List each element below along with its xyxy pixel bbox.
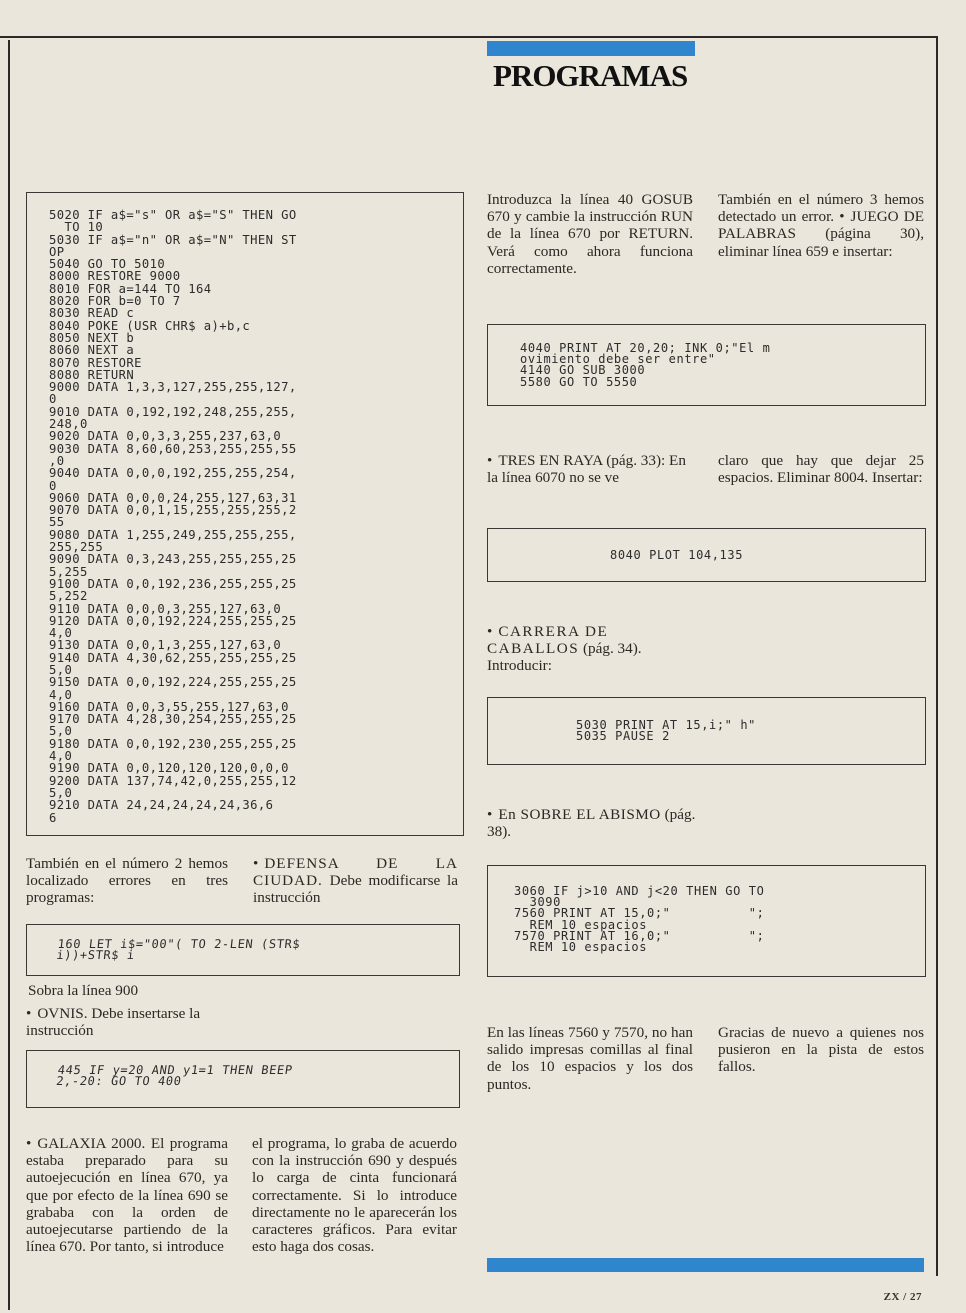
code-box-ovnis [26, 1050, 460, 1108]
galaxia-text: El programa estaba preparado para su autoejecución en línea 670, ya que por efecto de la línea 690 se grababa con la orden de autoejecutarse partiendo de la línea 670. Por tanto, si introduce [26, 1135, 228, 1256]
defensa-paragraph [253, 855, 458, 907]
juego-title: JUEGO DE PALABRAS [718, 208, 925, 243]
code-juego: 4040 PRINT AT 20,20; INK 0;"El m ovimiento debe ser entre" 4140 GO SUB 3000 5580 GO TO 5550 [520, 341, 771, 389]
sobre-text: (pág. 38). [487, 806, 696, 841]
tres-continued-text: claro que hay que dejar 25 espacios. Eliminar 8004. Insertar: [718, 452, 924, 487]
carrera-title: CARRERA DE CABALLOS [487, 623, 609, 658]
code-box-defensa [26, 924, 460, 976]
bullet-icon: • [487, 806, 493, 823]
header-accent-bar [487, 41, 695, 56]
code-tres: 8040 PLOT 104,135 [610, 548, 744, 562]
left-margin-rule [8, 40, 10, 1310]
code-box-sobre [487, 865, 926, 977]
bullet-icon: • [26, 1135, 32, 1152]
code-box-carrera [487, 697, 926, 765]
right-margin-rule [936, 36, 938, 1276]
tres-text: (pág. 33): En la línea 6070 no se ve [487, 452, 686, 487]
bullet-icon: • [487, 452, 493, 469]
intro-paragraph-b [718, 191, 924, 260]
code-sobre: 3060 IF j>10 AND j<20 THEN GO TO 3090 7560 PRINT AT 15,0;" "; REM 10 espacios 7570 PRINT AT 16,0;" "; REM 10 espacios [514, 884, 765, 955]
juego-text: (página 30), eliminar línea 659 e insertar: [718, 225, 924, 260]
code-defensa: 160 LET i$="00"( TO 2-LEN (STR$ i))+STR$ i [55, 937, 301, 963]
end-paragraph-b: Gracias de nuevo a quienes nos pusieron en la pista de estos fallos. [718, 1024, 924, 1076]
intro-b-text: También en el número 3 hemos detectado un error. [718, 191, 924, 226]
ovnis-text: Debe insertarse la instrucción [26, 1005, 201, 1040]
ovnis-title: OVNIS. [37, 1005, 88, 1022]
errata-intro-text: También en el número 2 hemos localizado errores en tres programas: [26, 855, 228, 907]
galaxia-title: GALAXIA 2000. [37, 1135, 146, 1152]
defensa-title: DEFENSA DE LA CIUDAD. [253, 855, 458, 890]
galaxia-paragraph [26, 1135, 228, 1255]
code-box-juego [487, 324, 926, 406]
sobre-title: En SOBRE EL ABISMO [498, 806, 661, 823]
bullet-icon: • [253, 855, 259, 872]
tres-title: TRES EN RAYA [498, 452, 603, 469]
intro-paragraph-a: Introduzca la línea 40 GOSUB 670 y cambie la instrucción RUN de la línea 670 por RETURN. Verá como ahora funciona correctamente. [487, 191, 693, 277]
top-rule [0, 36, 938, 38]
galaxia-continued-text: el programa, lo graba de acuerdo con la instrucción 690 y después lo carga de cinta funcionará correctamente. Si lo introduce directamente no le aparecerán los caracteres gráficos. Para evitar esto haga dos cosas. [252, 1135, 457, 1256]
code-carrera: 5030 PRINT AT 15,i;" h" 5035 PAUSE 2 [576, 718, 756, 744]
bullet-icon: • [26, 1005, 32, 1022]
page-number: ZX / 27 [883, 1291, 922, 1303]
section-title: PROGRAMAS [493, 58, 688, 93]
tres-paragraph [487, 452, 693, 486]
ovnis-paragraph [26, 1005, 228, 1039]
bullet-icon: • [839, 208, 845, 226]
carrera-paragraph [487, 623, 693, 675]
carrera-text: (pág. 34). Introducir: [487, 640, 642, 675]
defensa-text: Debe modificarse la instrucción [253, 872, 458, 907]
basic-listing-code: 5020 IF a$="s" OR a$="S" THEN GO TO 10 5030 IF a$="n" OR a$="N" THEN ST OP 5040 GO TO 5010 8000 RESTORE 9000 8010 FOR a=144 TO 164 8020 FOR b=0 TO 7 8030 READ c 8040 POKE (USR CHR$ a)+b,c 8050 NEXT b 8060 NEXT a 8070 RESTORE 8080 RETURN 9000 DATA 1,3,3,127,255,255,127, 0 9010 DATA 0,192,192,248,255,255, 248,0 9020 DATA 0,0,3,3,255,237,63,0 9030 DATA 8,60,60,253,255,255,55 ,0 9040 DATA 0,0,0,192,255,255,254, 0 9060 DATA 0,0,0,24,255,127,63,31 9070 DATA 0,0,1,15,255,255,255,2 55 9080 DATA 1,255,249,255,255,255, 255,255 9090 DATA 0,3,243,255,255,255,25 5,255 9100 DATA 0,0,192,236,255,255,25 5,252 9110 DATA 0,0,0,3,255,127,63,0 9120 DATA 0,0,192,224,255,255,25 4,0 9130 DATA 0,0,1,3,255,127,63,0 9140 DATA 4,30,62,255,255,255,25 5,0 9150 DATA 0,0,192,224,255,255,25 4,0 9160 DATA 0,0,3,55,255,127,63,0 9170 DATA 4,28,30,254,255,255,25 5,0 9180 DATA 0,0,192,230,255,255,25 4,0 9190 DATA 0,0,120,120,120,0,0,0 9200 DATA 137,74,42,0,255,255,12 5,0 9210 DATA 24,24,24,24,24,36,6 6 [49, 208, 297, 825]
basic-listing-box [26, 192, 464, 836]
bullet-icon: • [487, 623, 493, 640]
footer-accent-bar [487, 1258, 924, 1272]
sobra-line-text: Sobra la línea 900 [28, 982, 139, 999]
code-box-tres [487, 528, 926, 582]
end-paragraph-a: En las líneas 7560 y 7570, no han salido impresas comillas al final de los 10 espacios y los dos puntos. [487, 1024, 693, 1093]
sobre-paragraph [487, 806, 697, 840]
code-ovnis: 445 IF y=20 AND y1=1 THEN BEEP 2,-20: GO TO 400 [55, 1063, 294, 1089]
